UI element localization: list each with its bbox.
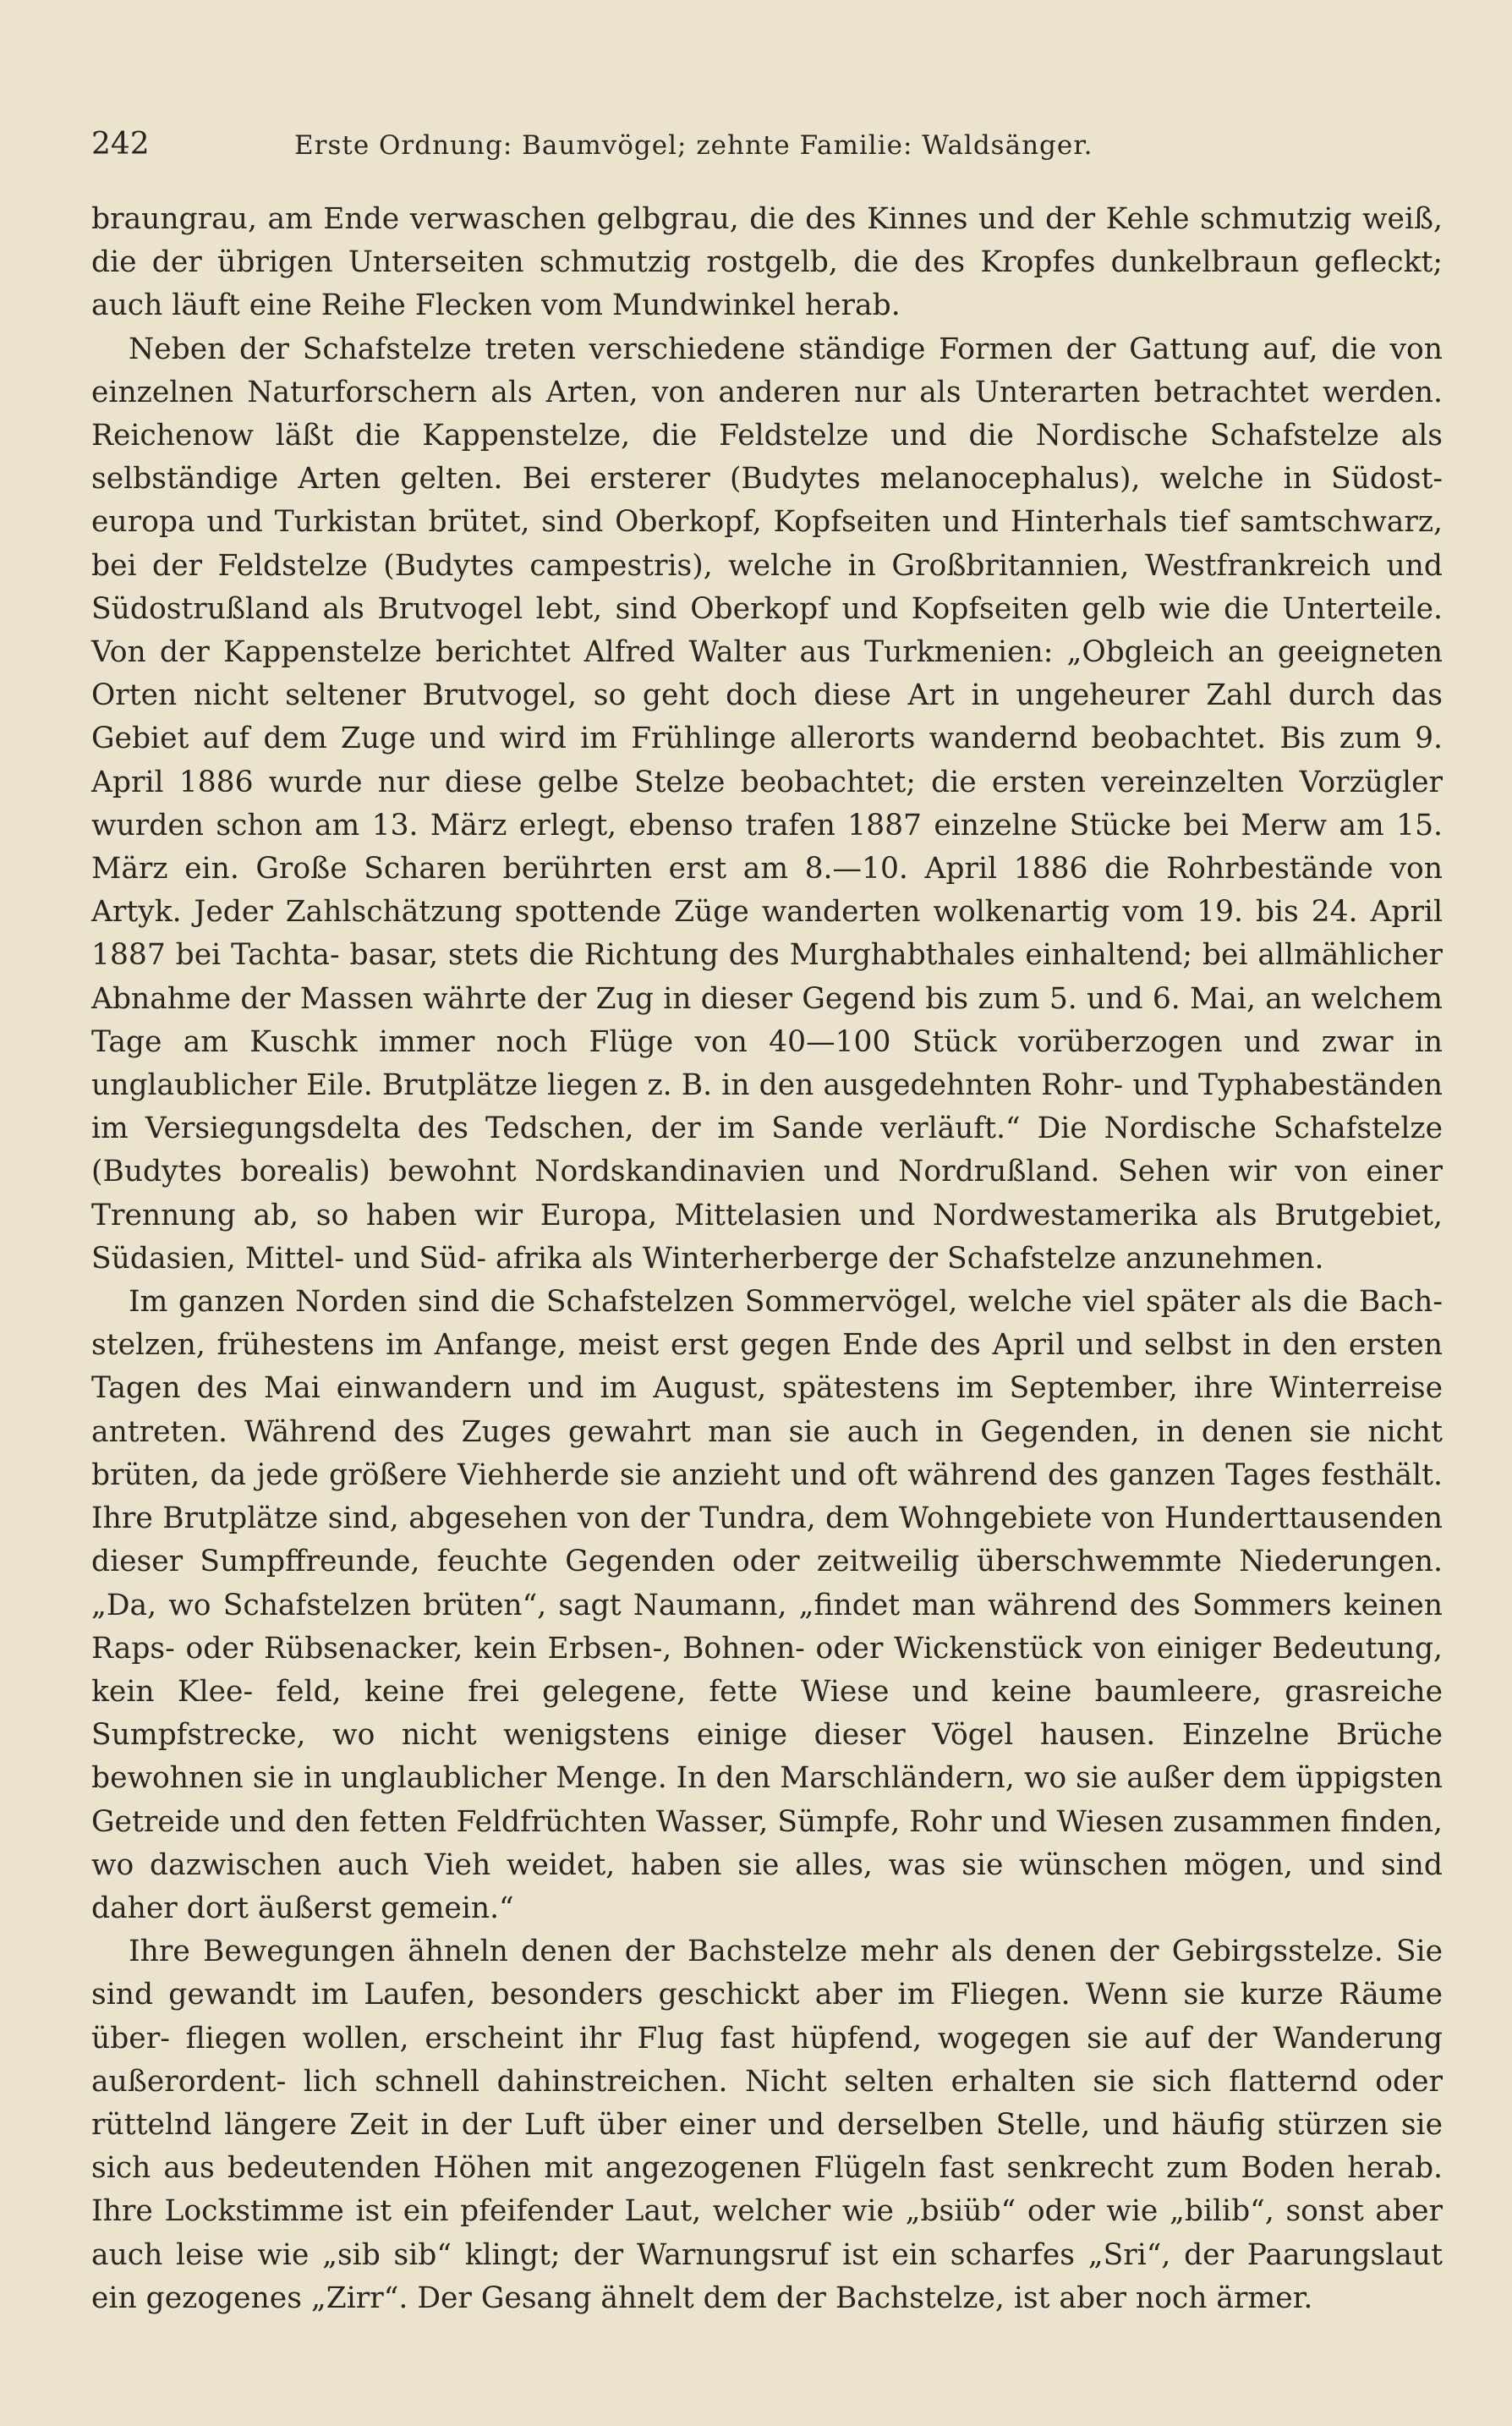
paragraph-continuation: braungrau, am Ende verwaschen gelbgrau, die des Kinnes und der Kehle schmutzig weiß, die der übrigen Unterseiten schmutzig rostgelb, die des Kropfes dunkelbraun gefleckt; auch läuft eine Reihe Flecken vom Mundwinkel herab.	[91, 202, 1443, 323]
page-header	[91, 127, 1443, 179]
paragraph-behavior: Ihre Bewegungen ähneln denen der Bachstelze mehr als denen der Gebirgsstelze. Sie sind gewandt im Laufen, besonders geschickt aber im Fliegen. Wenn sie kurze Räume über- fliegen wollen, erscheint ihr Flug fast hüpfend, wogegen sie auf der Wanderung außerordent- lich schnell dahinstreichen. Nicht selten erhalten sie sich flatternd oder rüttelnd längere Zeit in der Luft über einer und derselben Stelle, und häufig stürzen sie sich aus bedeutenden Höhen mit angezogenen Flügeln fast senkrecht zum Boden herab. Ihre Lockstimme ist ein pfeifender Laut, welcher wie „bsiüb“ oder wie „bilib“, sonst aber auch leise wie „sib sib“ klingt; der Warnungsruf ist ein scharfes „Sri“, der Paarungslaut ein gezogenes „Zirr“. Der Gesang ähnelt dem der Bachstelze, ist aber noch ärmer.	[91, 1935, 1443, 2315]
paragraph-subspecies: Neben der Schafstelze treten verschiedene ständige Formen der Gattung auf, die von einzelnen Naturforschern als Arten, von anderen nur als Unterarten betrachtet werden. Reichenow läßt die Kappenstelze, die Feldstelze und die Nordische Schafstelze als selbständige Arten gelten. Bei ersterer (Budytes melanocephalus), welche in Südost- europa und Turkistan brütet, sind Oberkopf, Kopfseiten und Hinterhals tief samtschwarz, bei der Feldstelze (Budytes campestris), welche in Großbritannien, Westfrankreich und Südostrußland als Brutvogel lebt, sind Oberkopf und Kopfseiten gelb wie die Unterteile. Von der Kappenstelze berichtet Alfred Walter aus Turkmenien: „Obgleich an geeigneten Orten nicht seltener Brutvogel, so geht doch diese Art in ungeheurer Zahl durch das Gebiet auf dem Zuge und wird im Frühlinge allerorts wandernd beobachtet. Bis zum 9. April 1886 wurde nur diese gelbe Stelze beobachtet; die ersten vereinzelten Vorzügler wurden schon am 13. März erlegt, ebenso trafen 1887 einzelne Stücke bei Merw am 15. März ein. Große Scharen berührten erst am 8.—10. April 1886 die Rohrbestände von Artyk. Jeder Zahlschätzung spottende Züge wanderten wolkenartig vom 19. bis 24. April 1887 bei Tachta- basar, stets die Richtung des Murghabthales einhaltend; bei allmählicher Abnahme der Massen währte der Zug in dieser Gegend bis zum 5. und 6. Mai, an welchem Tage am Kuschk immer noch Flüge von 40—100 Stück vorüberzogen und zwar in unglaublicher Eile. Brutplätze liegen z. B. in den ausgedehnten Rohr- und Typhabeständen im Versiegungsdelta des Tedschen, der im Sande verläuft.“ Die Nordische Schafstelze (Budytes borealis) bewohnt Nordskandinavien und Nordrußland. Sehen wir von einer Trennung ab, so haben wir Europa, Mittelasien und Nordwestamerika als Brutgebiet, Südasien, Mittel- und Süd- afrika als Winterherberge der Schafstelze anzunehmen.	[91, 332, 1443, 1276]
body-text	[91, 198, 1443, 2320]
running-head: Erste Ordnung: Baumvögel; zehnte Familie: Waldsänger.	[294, 130, 1093, 161]
paragraph-migration: Im ganzen Norden sind die Schafstelzen Sommervögel, welche viel später als die Bach- stelzen, frühestens im Anfange, meist erst gegen Ende des April und selbst in den ersten Tagen des Mai einwandern und im August, spätestens im September, ihre Winterreise antreten. Während des Zuges gewahrt man sie auch in Gegenden, in denen sie nicht brüten, da jede größere Viehherde sie anzieht und oft während des ganzen Tages festhält. Ihre Brutplätze sind, abgesehen von der Tundra, dem Wohngebiete von Hunderttausenden dieser Sumpffreunde, feuchte Gegenden oder zeitweilig überschwemmte Niederungen. „Da, wo Schafstelzen brüten“, sagt Naumann, „findet man während des Sommers keinen Raps- oder Rübsenacker, kein Erbsen-, Bohnen- oder Wickenstück von einiger Bedeutung, kein Klee- feld, keine frei gelegene, fette Wiese und keine baumleere, grasreiche Sumpfstrecke, wo nicht wenigstens einige dieser Vögel hausen. Einzelne Brüche bewohnen sie in unglaublicher Menge. In den Marschländern, wo sie außer dem üppigsten Getreide und den fetten Feldfrüchten Wasser, Sümpfe, Rohr und Wiesen zusammen finden, wo dazwischen auch Vieh weidet, haben sie alles, was sie wünschen mögen, und sind daher dort äußerst gemein.“	[91, 1285, 1443, 1925]
page-number: 242	[91, 127, 150, 162]
